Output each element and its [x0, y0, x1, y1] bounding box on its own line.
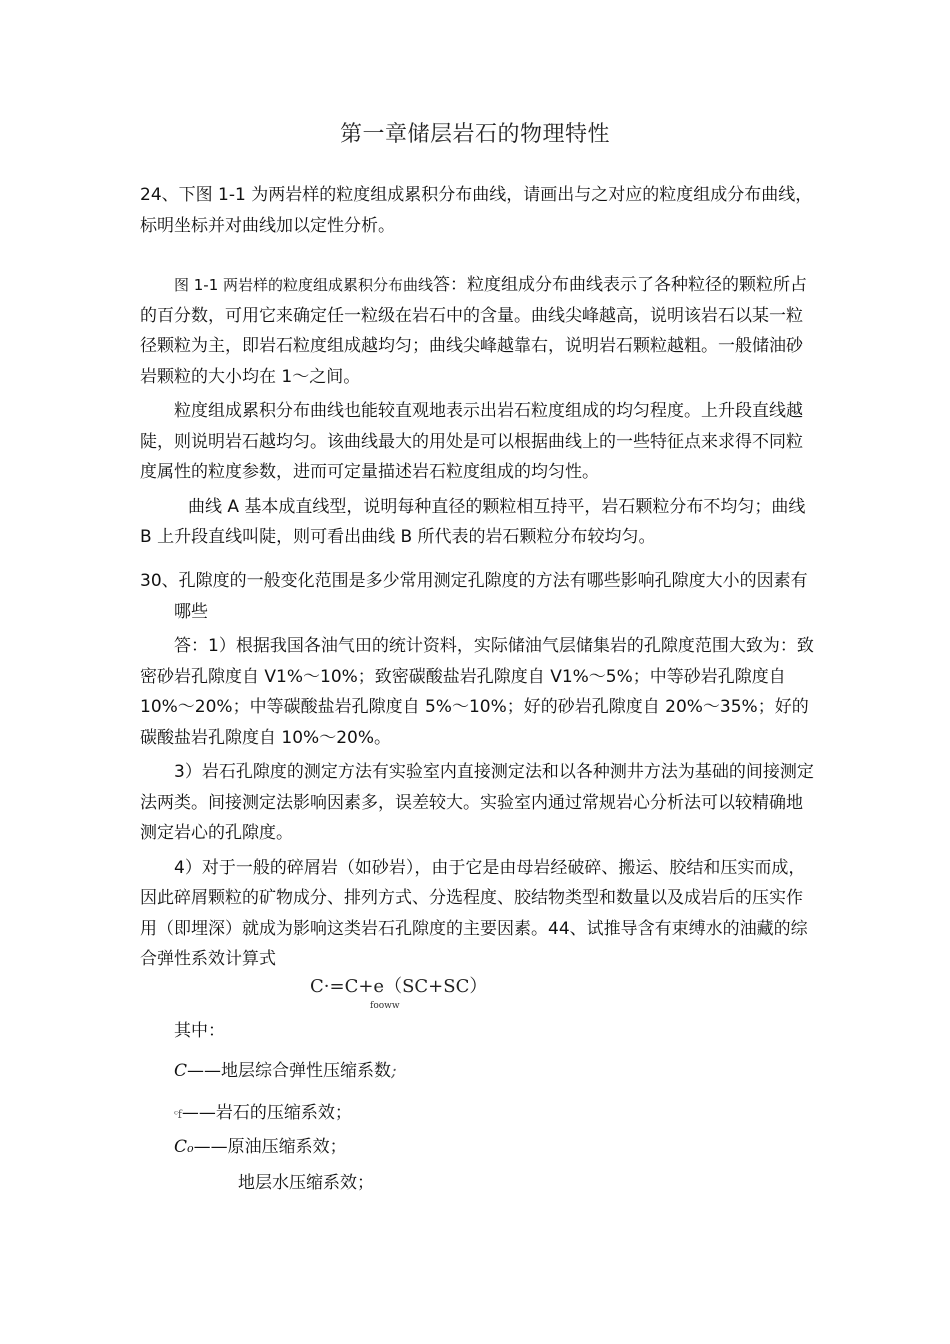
- definition-oil: [174, 1132, 347, 1157]
- symbol-oil-subscript: o: [187, 1142, 194, 1155]
- elasticity-formula: C·=C+e（SC+SC）: [310, 976, 488, 997]
- formula-subscripts: fooww: [370, 1001, 400, 1011]
- question-24-block: [140, 180, 815, 241]
- definition-oil-text: ——原油压缩系效；: [193, 1137, 347, 1157]
- definition-water: 地层水压缩系效；: [238, 1173, 374, 1193]
- chapter-title: 第一章储层岩石的物理特性: [339, 122, 610, 147]
- answer-24-text-1: 答：粒度组成分布曲线表示了各种粒径的颗粒所占的百分数，可用它来确定任一粒级在岩石中的含量。曲线尖峰越高，说明该岩石以某一粒径颗粒为主，即岩石粒度组成越均匀；曲线尖峰越靠右，说明岩石颗粒越粗。一般储油砂岩颗粒的大小均在 1〜之间。: [140, 275, 808, 387]
- definition-c-trail: ;: [391, 1061, 397, 1081]
- definition-rock: [174, 1098, 352, 1123]
- definition-composite-c: [174, 1056, 397, 1081]
- symbol-rock: ᶜf: [174, 1108, 182, 1121]
- definition-rock-text: ——岩石的压缩系效；: [181, 1103, 352, 1123]
- figure-caption: 图 1-1 两岩样的粒度组成累积分布曲线: [174, 276, 434, 294]
- definitions-intro: 其中：: [174, 1021, 225, 1041]
- question-30-block: [140, 566, 815, 975]
- answer-24-para-1: [140, 270, 815, 392]
- answer-30-para-3: 3）岩石孔隙度的测定方法有实验室内直接测定法和以各种测井方法为基础的间接测定法两类。间接测定法影响因素多，误差较大。实验室内通过常规岩心分析法可以较精确地测定岩心的孔隙度。: [140, 762, 814, 843]
- answer-24-block: [140, 270, 815, 553]
- answer-24-para-3: 曲线 A 基本成直线型，说明每种直径的颗粒相互持平，岩石颗粒分布不均匀；曲线 B 上升段直线叫陡，则可看出曲线 B 所代表的岩石颗粒分布较均匀。: [140, 496, 806, 547]
- definition-c-text: ——地层综合弹性压缩系数: [187, 1061, 392, 1081]
- question-30: 30、孔隙度的一般变化范围是多少常用测定孔隙度的方法有哪些影响孔隙度大小的因素有哪些: [140, 571, 808, 622]
- answer-30-para-1: 答：1）根据我国各油气田的统计资料，实际储油气层储集岩的孔隙度范围大致为：致密砂岩孔隙度自 V1%〜10%；致密碳酸盐岩孔隙度自 V1%〜5%；中等砂岩孔隙度自 10%〜20%；中等碳酸盐岩孔隙度自 5%〜10%；好的砂岩孔隙度自 20%〜35%；好的碳酸盐岩孔隙度自 10%〜20%。: [140, 636, 814, 748]
- answer-30-para-4: 4）对于一般的碎屑岩（如砂岩），由于它是由母岩经破碎、搬运、胶结和压实而成，因此碎屑颗粒的矿物成分、排列方式、分选程度、胶结物类型和数量以及成岩后的压实作用（即埋深）就成为影响这类岩石孔隙度的主要因素。44、试推导含有束缚水的油藏的综合弹性系效计算式: [140, 857, 808, 969]
- symbol-c-oil: C: [174, 1137, 188, 1157]
- answer-24-para-2: 粒度组成累积分布曲线也能较直观地表示出岩石粒度组成的均匀程度。上升段直线越陡，则说明岩石越均匀。该曲线最大的用处是可以根据曲线上的一些特征点来求得不同粒度属性的粒度参数，进而可定量描述岩石粒度组成的均匀性。: [140, 401, 803, 482]
- question-24: 24、下图 1-1 为两岩样的粒度组成累积分布曲线，请画出与之对应的粒度组成分布曲线，标明坐标并对曲线加以定性分析。: [140, 185, 813, 236]
- symbol-c: C: [174, 1061, 188, 1081]
